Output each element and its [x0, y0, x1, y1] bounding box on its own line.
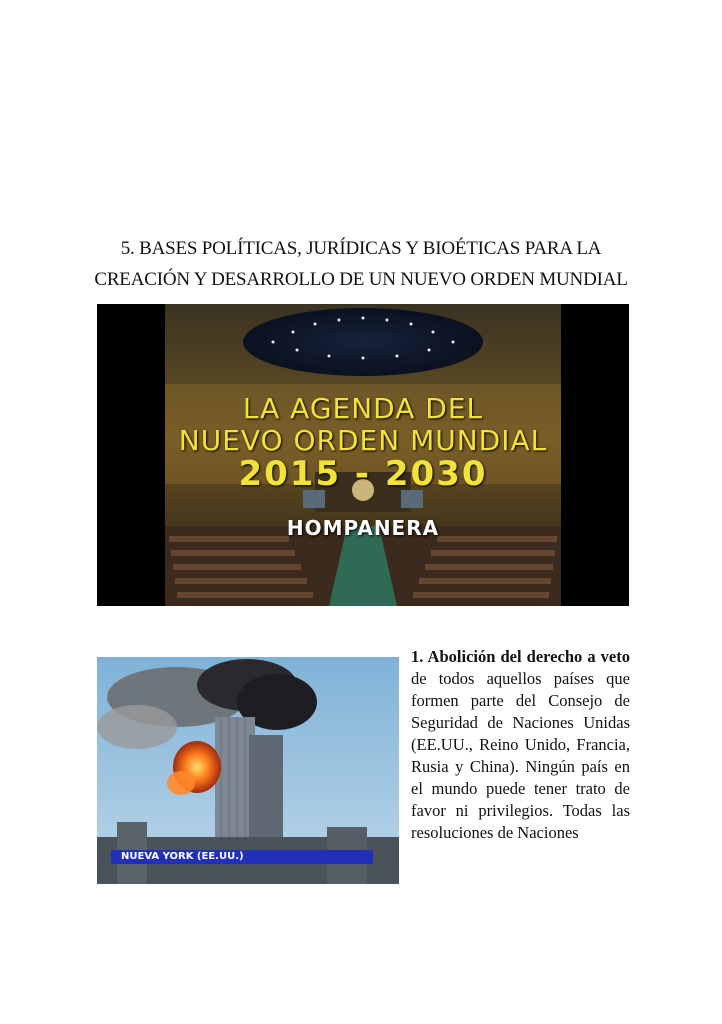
paragraph-lead: 1. Abolición del derecho a veto: [411, 647, 630, 666]
section-title: [80, 233, 642, 295]
news-photo: [97, 657, 399, 884]
agenda-banner-image: [97, 304, 629, 606]
news-location-caption: NUEVA YORK (EE.UU.): [111, 850, 373, 864]
banner-headline-line-1: LA AGENDA DEL: [242, 392, 484, 425]
veto-abolition-paragraph: [411, 646, 630, 844]
banner-headline-line-2: NUEVO ORDEN MUNDIAL: [178, 424, 548, 457]
section-title-line-2: CREACIÓN Y DESARROLLO DE UN NUEVO ORDEN MUNDIAL: [94, 269, 628, 290]
banner-years: 2015 - 2030: [238, 454, 488, 494]
paragraph-body: de todos aquellos países que formen parte del Consejo de Seguridad de Naciones Unidas (EE.UU., Reino Unido, Francia, Rusia y China). Ningún país en el mundo puede tener trato de favor ni privilegios. Todas las resoluciones de Naciones: [411, 669, 630, 842]
banner-brand-logo: HOMPANERA: [286, 516, 440, 540]
section-title-line-1: 5. BASES POLÍTICAS, JURÍDICAS Y BIOÉTICAS PARA LA: [120, 238, 602, 259]
